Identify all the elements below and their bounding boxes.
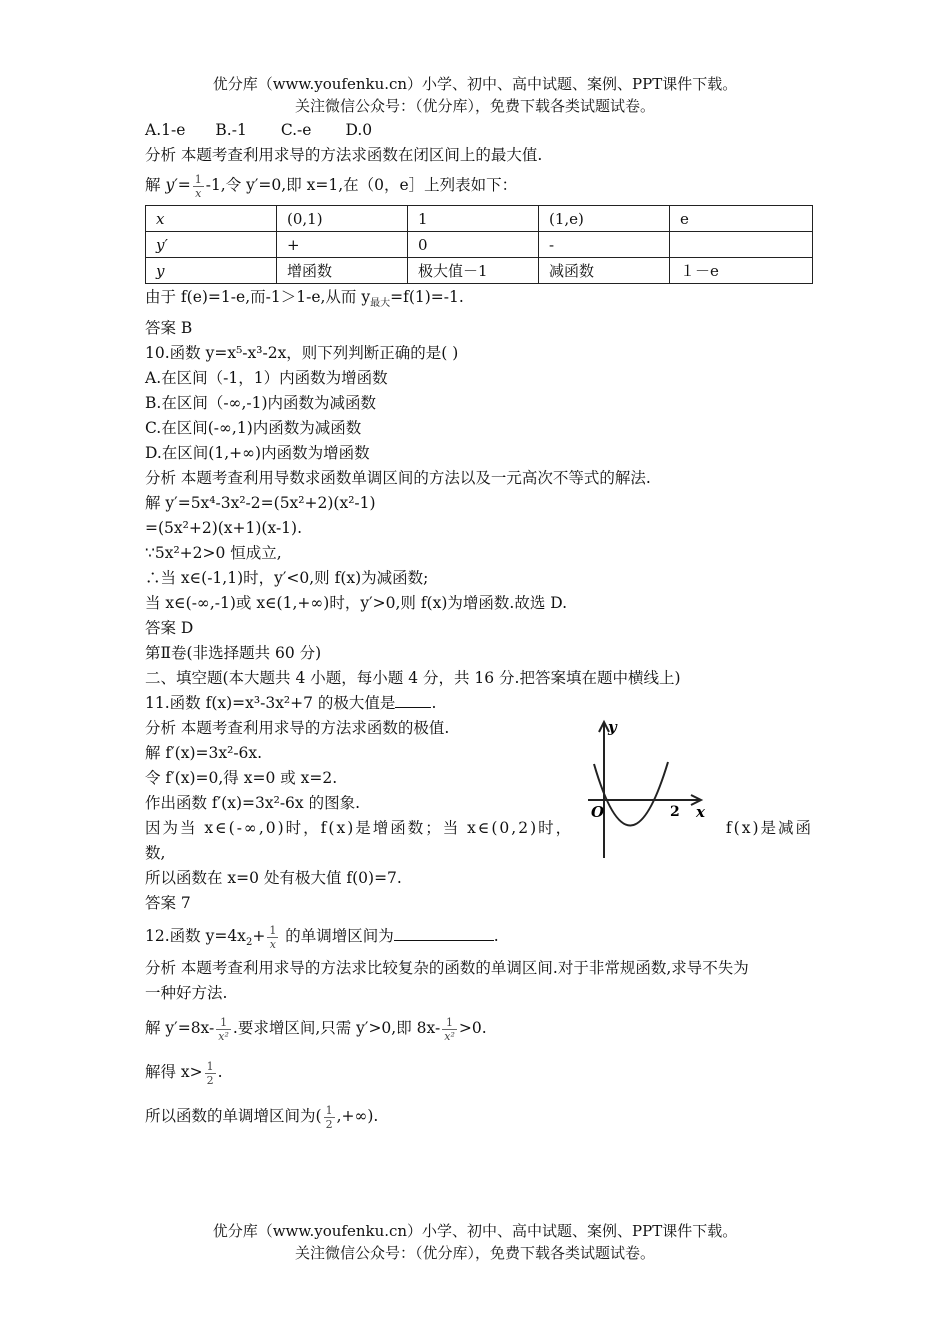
- q11-because: 因为当 x∈(-∞,0)时，f(x)是增函数；当 x∈(0,2)时， f(x)是减函: [145, 819, 813, 838]
- q12-final: 所以函数的单调增区间为( $\frac{1}{2}$ ,+∞).: [145, 1103, 379, 1131]
- q12-stem-fraction: $\frac{1}{x}$: [269, 923, 277, 951]
- page-footer: [0, 1220, 950, 1264]
- table-row: [146, 206, 813, 232]
- q12-stem: 12.函数 $y=4x_2+$ $\frac{1}{x}$ 的单调增区间为 .: [145, 923, 499, 951]
- q11-step-2: 令 f′(x)=0,得 x=0 或 x=2.: [145, 769, 338, 788]
- q9-options: [145, 118, 813, 143]
- q9-option-a: A.1-e: [145, 121, 186, 139]
- table-cell: y′: [146, 232, 277, 258]
- q9-answer: 答案 B: [145, 319, 193, 338]
- q9-option-c: C.-e: [280, 121, 312, 139]
- table-cell: y: [146, 258, 277, 284]
- q12-fraction-3: $\frac{1}{2}$: [206, 1059, 214, 1087]
- q9-option-b: B.-1: [215, 121, 247, 139]
- q12-solve: 解得 x> $\frac{1}{2}$ .: [145, 1059, 223, 1087]
- table-cell: (0,1): [277, 206, 408, 232]
- table-cell: (1,e): [539, 206, 670, 232]
- q10-stem: 10.函数 y=x⁵-x³-2x，则下列判断正确的是( ): [145, 344, 459, 363]
- q11-stem: 11.函数 f(x)=x³-3x²+7 的极大值是 .: [145, 691, 813, 716]
- q10-option-a: A.在区间（-1，1）内函数为增函数: [145, 369, 388, 388]
- q10-option-c: C.在区间(-∞,1)内函数为减函数: [145, 419, 362, 438]
- q9-option-d: D.0: [345, 121, 373, 139]
- root-label: 2: [670, 804, 680, 820]
- q10-analysis: 分析 本题考查利用导数求函数单调区间的方法以及一元高次不等式的解法.: [145, 469, 651, 488]
- parabola-curve: [594, 762, 668, 826]
- derivative-graph: [588, 718, 718, 860]
- q11-step-1: 解 f′(x)=3x²-6x.: [145, 744, 263, 763]
- q11-answer: 答案 7: [145, 894, 191, 913]
- q11-analysis: 分析 本题考查利用求导的方法求函数的极值.: [145, 719, 450, 738]
- q11-result: 所以函数在 x=0 处有极大值 f(0)=7.: [145, 869, 402, 888]
- q9-solution: 解 y′= $\frac{1}{x}$ -1,令 y′=0,即 x=1,在（0，e］上列表如下：: [145, 172, 518, 200]
- q10-option-d: D.在区间(1,+∞)内函数为增函数: [145, 444, 370, 463]
- table-cell: 0: [408, 232, 539, 258]
- q12-analysis-cont: 一种好方法.: [145, 984, 228, 1003]
- header-line-1: 优分库（www.youfenku.cn）小学、初中、高中试题、案例、PPT课件下载。: [212, 75, 738, 93]
- document-body: [145, 118, 813, 1138]
- q11-step-3: 作出函数 f′(x)=3x²-6x 的图象.: [145, 794, 361, 813]
- q12-analysis: 分析 本题考查利用求导的方法求比较复杂的函数的单调区间.对于非常规函数,求导不失为: [145, 959, 749, 978]
- q12-fraction-4: $\frac{1}{2}$: [325, 1103, 333, 1131]
- table-cell: １－e: [670, 258, 813, 284]
- footer-line-1: 优分库（www.youfenku.cn）小学、初中、高中试题、案例、PPT课件下载。: [212, 1222, 738, 1240]
- q10-option-b: B.在区间（-∞,-1)内函数为减函数: [145, 394, 377, 413]
- q10-step-2: =(5x²+2)(x+1)(x-1).: [145, 519, 303, 538]
- table-cell: 增函数: [277, 258, 408, 284]
- fill-blank-heading: 二、填空题(本大题共 4 小题，每小题 4 分，共 16 分.把答案填在题中横线上): [145, 669, 681, 688]
- q9-analysis: 分析 本题考查利用求导的方法求函数在闭区间上的最大值.: [145, 146, 543, 164]
- x-axis-label: x: [696, 803, 705, 821]
- table-cell: e: [670, 206, 813, 232]
- part2-heading: 第Ⅱ卷(非选择题共 60 分): [145, 644, 322, 663]
- y-axis-label: y: [608, 718, 617, 736]
- q10-answer: 答案 D: [145, 619, 194, 638]
- answer-blank: [395, 691, 431, 708]
- footer-line-2: 关注微信公众号：（优分库），免费下载各类试题试卷。: [294, 1244, 655, 1262]
- origin-label: O: [591, 803, 605, 821]
- table-row: [146, 232, 813, 258]
- table-cell: [670, 232, 813, 258]
- q12-fraction-2: $\frac{1}{\text{x²}}$: [444, 1015, 455, 1043]
- table-cell: +: [277, 232, 408, 258]
- q12-solution: 解 y′=8x- $\frac{1}{\text{x²}}$ .要求增区间,只需 y′>0,即 8x- $\frac{1}{\text{x²}}$ >0.: [145, 1015, 487, 1043]
- q9-conclusion: 由于 f(e)=1-e,而-1＞1-e,从而 $y_{最大}=f(1)=-1$.: [145, 288, 464, 310]
- table-cell: 极大值－1: [408, 258, 539, 284]
- table-row: [146, 258, 813, 284]
- header-line-2: 关注微信公众号：（优分库），免费下载各类试题试卷。: [294, 97, 655, 115]
- table-cell: 1: [408, 206, 539, 232]
- q11-because-cont: 数,: [145, 844, 166, 863]
- table-cell: x: [146, 206, 277, 232]
- q9-table: [145, 205, 813, 284]
- q10-step-5: 当 x∈(-∞,-1)或 x∈(1,+∞)时，y′>0,则 f(x)为增函数.故选 D.: [145, 594, 568, 613]
- q12-fraction-1: $\frac{1}{\text{x²}}$: [218, 1015, 229, 1043]
- q10-step-4: ∴当 x∈(-1,1)时，y′<0,则 f(x)为减函数;: [145, 569, 429, 588]
- table-cell: -: [539, 232, 670, 258]
- q10-step-3: ∵5x²+2>0 恒成立,: [145, 544, 282, 563]
- q9-fraction: $\frac{1}{x}$: [194, 172, 202, 200]
- table-cell: 减函数: [539, 258, 670, 284]
- page-header: [0, 73, 950, 117]
- q10-step-1: 解 y′=5x⁴-3x²-2=(5x²+2)(x²-1): [145, 494, 376, 513]
- answer-blank: [394, 924, 494, 941]
